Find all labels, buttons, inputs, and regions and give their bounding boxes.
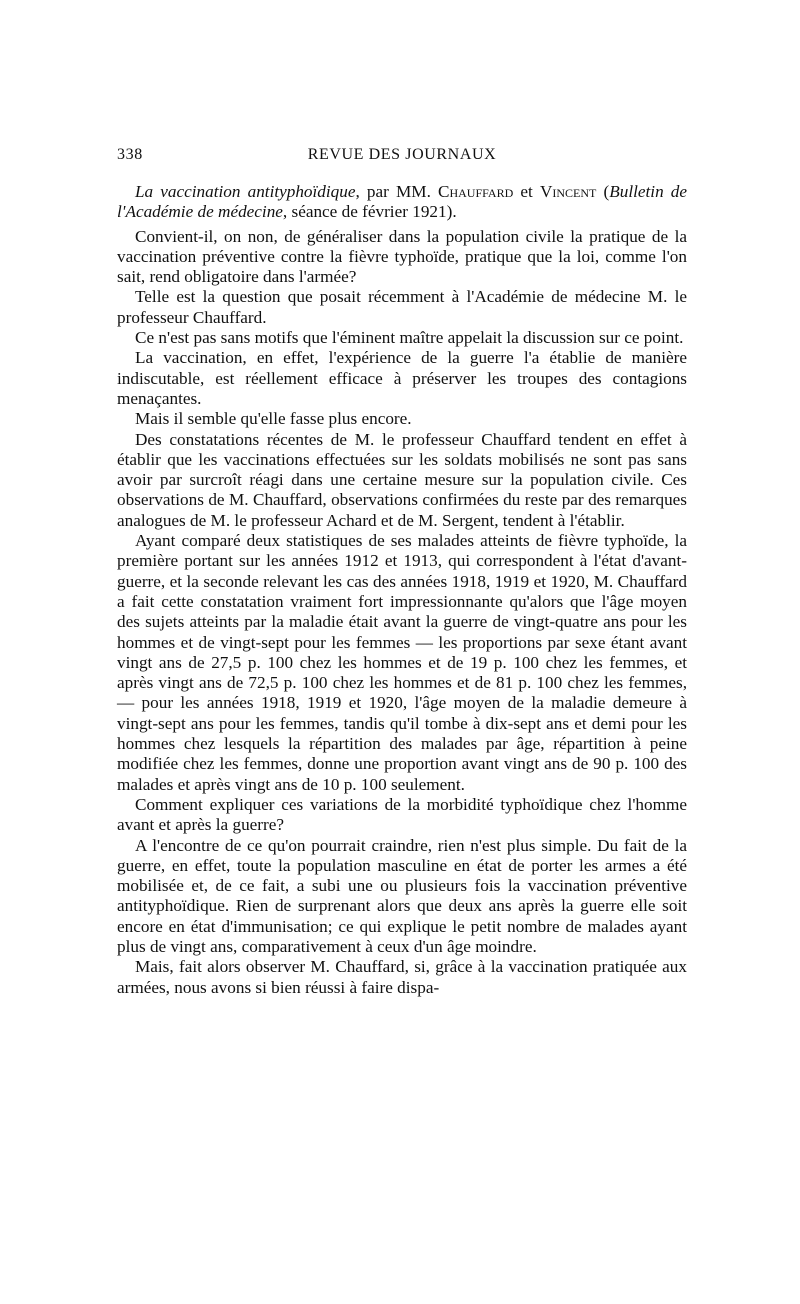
page-header [117, 146, 687, 168]
source-rest: , séance de février 1921). [282, 202, 457, 222]
paragraph: Mais il semble qu'elle fasse plus encore. [135, 409, 412, 429]
article-title: La vaccination antityphoïdique [135, 182, 356, 201]
paragraph: Des constatations récentes de M. le professeur Chauffard tendent en effet à établir que les vaccinations effectuées sur les soldats mobilisés ne sont pas sans avoir par surcroît réagi dans une certaine mesure sur la population civile. Ces observations de M. Chauffard, observations confirmées du reste par des remarques analogues de M. le professeur Achard et de M. Sergent, tendent à l'établir. [117, 429, 687, 530]
paragraph: La vaccination, en effet, l'expérience de la guerre l'a établie de manière indiscutable, est réellement efficace à préserver les troupes des contagions menaçantes. [117, 348, 687, 408]
author-chauffard: Chauffard [438, 182, 514, 201]
paragraph: A l'encontre de ce qu'on pourrait craindre, rien n'est plus simple. Du fait de la guerre, en effet, toute la population masculine en état de porter les armes a été mobilisée et, de ce fait, a subi une ou plusieurs fois la vaccination préventive antityphoïdique. Rien de surprenant alors que deux ans après la guerre elle soit encore en état d'immunisation; ce qui explique le petit nombre de malades ayant plus de vingt ans, comparativement à ceux d'un âge moindre. [117, 835, 687, 956]
paragraph: Ce n'est pas sans motifs que l'éminent maître appelait la discussion sur ce point. [135, 328, 684, 348]
author-vincent: Vincent [539, 182, 597, 201]
source-journal: Bulletin de l'Académie de médecine [117, 182, 688, 222]
paragraph: Mais, fait alors observer M. Chauffard, si, grâce à la vaccination pratiquée aux armées, nous avons si bien réussi à faire dispa- [117, 957, 687, 997]
source-open: ( [603, 182, 610, 201]
article-citation [117, 182, 687, 223]
article-body [117, 182, 687, 998]
journal-page [117, 146, 687, 998]
citation-by: , par MM. [355, 182, 439, 201]
paragraph: Comment expliquer ces variations de la morbidité typhoïdique chez l'homme avant et après la guerre? [117, 794, 687, 835]
running-title: REVUE DES JOURNAUX [307, 146, 497, 163]
paragraph: Convient-il, on non, de généraliser dans la population civile la pratique de la vaccination préventive contre la fièvre typhoïde, pratique que la loi, comme l'on sait, rend obligatoire dans l'armée? [117, 226, 687, 287]
paragraph: Ayant comparé deux statistiques de ses malades atteints de fièvre typhoïde, la première portant sur les années 1912 et 1913, qui correspondent à l'état d'avant-guerre, et la seconde relevant les cas des années 1918, 1919 et 1920, M. Chauffard a fait cette constatation vraiment fort impressionnante qu'alors que l'âge moyen des sujets atteints par la maladie était avant la guerre de vingt-quatre ans pour les hommes et de vingt-sept pour les femmes — les proportions par sexe étant avant vingt ans de 27,5 p. 100 chez les hommes et de 19 p. 100 chez les femmes, et après vingt ans de 72,5 p. 100 chez les hommes et de 81 p. 100 chez les femmes, — pour les années 1918, 1919 et 1920, l'âge moyen de la maladie demeure à vingt-sept ans pour les femmes, tandis qu'il tombe à dix-sept ans et demi pour les hommes chez lesquels la répartition des malades par âge, répartition à peine modifiée chez les femmes, donne une proportion avant vingt ans de 90 p. 100 des malades et après vingt ans de 10 p. 100 seulement. [117, 531, 687, 794]
paragraph: Telle est la question que posait récemment à l'Académie de médecine M. le professeur Chauffard. [117, 287, 687, 327]
page-number: 338 [117, 146, 143, 163]
citation-and: et [513, 182, 540, 201]
